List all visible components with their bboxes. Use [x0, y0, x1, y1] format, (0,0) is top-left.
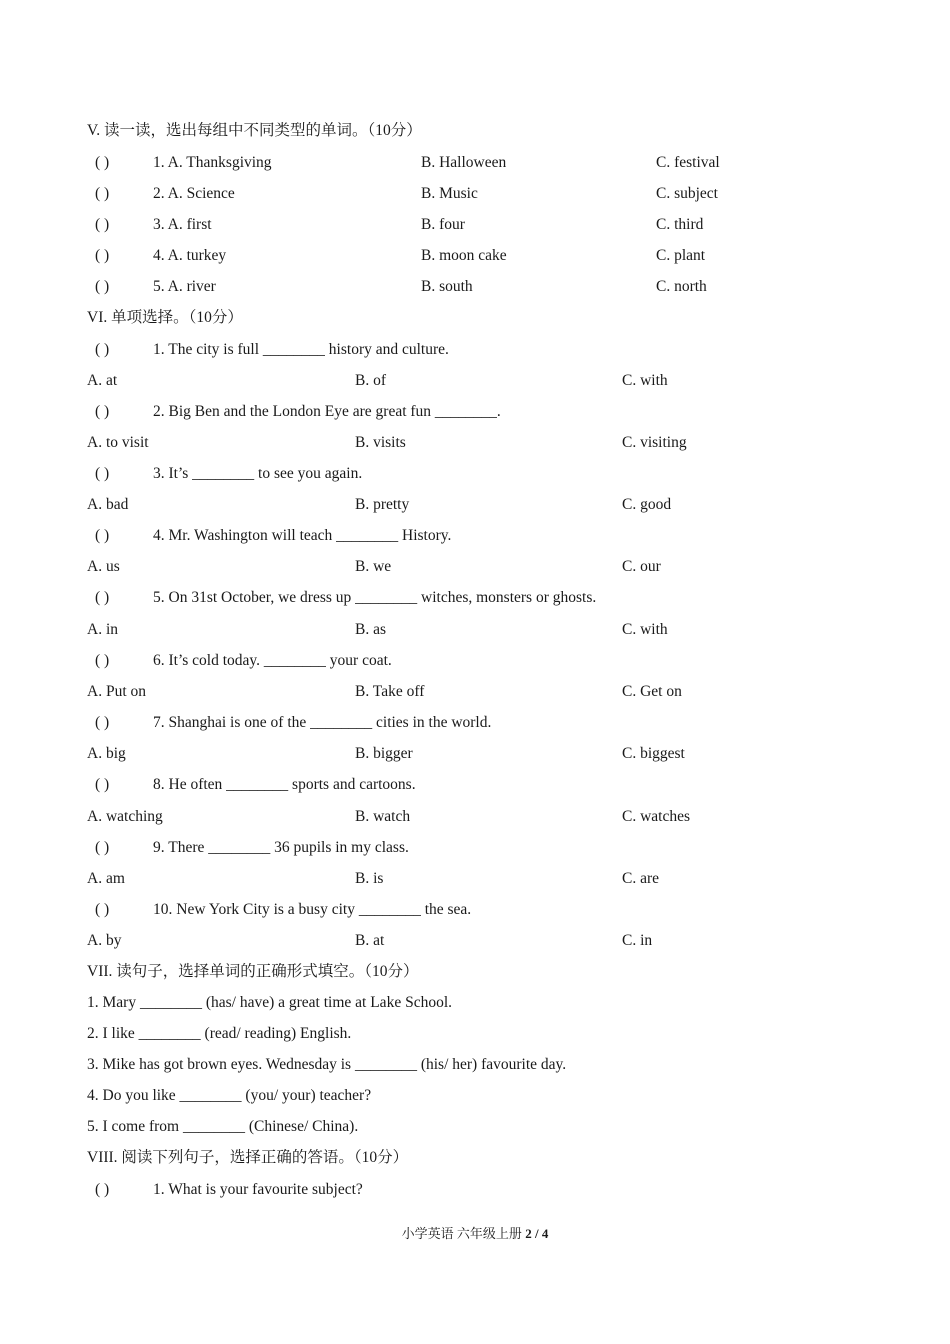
s5-q5-option-b: B. south: [421, 278, 473, 295]
answer-blank: ( ): [95, 589, 110, 606]
s6-options-row: [0, 744, 950, 775]
s6-question-row: [0, 402, 950, 433]
answer-blank: ( ): [95, 216, 110, 233]
s6-q1-option-c: C. with: [622, 372, 668, 389]
s6-question-row: [0, 838, 950, 869]
answer-blank: ( ): [95, 341, 110, 358]
answer-blank: ( ): [95, 465, 110, 482]
s5-question-row: [0, 277, 950, 308]
answer-blank: ( ): [95, 776, 110, 793]
s6-options-row: [0, 371, 950, 402]
s7-item-row: [0, 1024, 950, 1055]
s6-q7-option-b: B. bigger: [355, 745, 413, 762]
s5-q1-option-b: B. Halloween: [421, 154, 507, 171]
s6-question-row: [0, 340, 950, 371]
s6-q5-text: 5. On 31st October, we dress up ________ witches, monsters or ghosts.: [153, 589, 597, 606]
s6-q4-text: 4. Mr. Washington will teach ________ History.: [153, 527, 452, 544]
s6-q3-option-b: B. pretty: [355, 496, 410, 513]
s7-item-row: [0, 1117, 950, 1148]
s6-options-row: [0, 869, 950, 900]
answer-blank: ( ): [95, 154, 110, 171]
s6-q4-option-b: B. we: [355, 558, 392, 575]
s8-question-row: [0, 1180, 950, 1211]
s6-q1-option-a: A. at: [87, 372, 118, 389]
s5-question-row: [0, 184, 950, 215]
answer-blank: ( ): [95, 527, 110, 544]
s6-question-row: [0, 464, 950, 495]
s6-question-row: [0, 900, 950, 931]
s6-q5-option-a: A. in: [87, 621, 118, 638]
s6-q8-option-b: B. watch: [355, 808, 411, 825]
s6-q8-option-c: C. watches: [622, 808, 691, 825]
section-5-heading-row: [0, 121, 950, 152]
s6-q10-text: 10. New York City is a busy city ________ the sea.: [153, 901, 472, 918]
s6-q6-option-b: B. Take off: [355, 683, 425, 700]
s5-q4-option-c: C. plant: [656, 247, 706, 264]
s6-q10-option-b: B. at: [355, 932, 385, 949]
answer-blank: ( ): [95, 185, 110, 202]
s6-q6-option-a: A. Put on: [87, 683, 146, 700]
s6-q3-text: 3. It’s ________ to see you again.: [153, 465, 363, 482]
s8-q1-text: 1. What is your favourite subject?: [153, 1181, 363, 1198]
s5-q1-option-c: C. festival: [656, 154, 720, 171]
s6-q10-option-a: A. by: [87, 932, 122, 949]
s6-q9-option-b: B. is: [355, 870, 384, 887]
s7-item-1: 1. Mary ________ (has/ have) a great time at Lake School.: [87, 994, 452, 1011]
section-7-heading: VII. 读句子，选择单词的正确形式填空。（10分）: [87, 963, 419, 980]
s7-item-row: [0, 1055, 950, 1086]
page-total: 4: [541, 1226, 549, 1241]
page-number: 2: [525, 1226, 532, 1241]
footer-label: 小学英语 六年级上册: [401, 1226, 522, 1241]
s6-q5-option-c: C. with: [622, 621, 668, 638]
s5-q2-option-a: 2. A. Science: [153, 185, 235, 202]
s6-question-row: [0, 651, 950, 682]
s6-q2-option-a: A. to visit: [87, 434, 149, 451]
s5-q2-option-b: B. Music: [421, 185, 478, 202]
s6-options-row: [0, 620, 950, 651]
answer-blank: ( ): [95, 714, 110, 731]
section-7-heading-row: [0, 962, 950, 993]
s6-q2-text: 2. Big Ben and the London Eye are great fun ________.: [153, 403, 501, 420]
section-8-heading-row: [0, 1148, 950, 1179]
s6-q2-option-b: B. visits: [355, 434, 406, 451]
s6-q7-option-a: A. big: [87, 745, 126, 762]
s6-q4-option-c: C. our: [622, 558, 661, 575]
s6-q1-text: 1. The city is full ________ history and culture.: [153, 341, 449, 358]
s6-question-row: [0, 588, 950, 619]
page-footer: [0, 1226, 950, 1242]
s5-question-row: [0, 153, 950, 184]
answer-blank: ( ): [95, 278, 110, 295]
s5-q3-option-c: C. third: [656, 216, 704, 233]
s5-q3-option-b: B. four: [421, 216, 465, 233]
s6-q8-text: 8. He often ________ sports and cartoons.: [153, 776, 416, 793]
s5-q5-option-c: C. north: [656, 278, 707, 295]
section-8-heading: VIII. 阅读下列句子，选择正确的答语。（10分）: [87, 1149, 409, 1166]
s7-item-4: 4. Do you like ________ (you/ your) teacher?: [87, 1087, 372, 1104]
s7-item-row: [0, 1086, 950, 1117]
s6-options-row: [0, 682, 950, 713]
section-6-heading-row: [0, 308, 950, 339]
answer-blank: ( ): [95, 839, 110, 856]
s5-question-row: [0, 246, 950, 277]
s6-q9-text: 9. There ________ 36 pupils in my class.: [153, 839, 409, 856]
s6-q6-text: 6. It’s cold today. ________ your coat.: [153, 652, 392, 669]
s6-q9-option-a: A. am: [87, 870, 125, 887]
s6-options-row: [0, 807, 950, 838]
s7-item-3: 3. Mike has got brown eyes. Wednesday is ________ (his/ her) favourite day.: [87, 1056, 567, 1073]
s6-q1-option-b: B. of: [355, 372, 386, 389]
s6-q7-text: 7. Shanghai is one of the ________ cities in the world.: [153, 714, 492, 731]
page-separator: /: [534, 1226, 539, 1241]
answer-blank: ( ): [95, 1181, 110, 1198]
section-6-heading: VI. 单项选择。（10分）: [87, 309, 243, 326]
s5-q4-option-b: B. moon cake: [421, 247, 507, 264]
s6-q7-option-c: C. biggest: [622, 745, 685, 762]
section-5-heading: V. 读一读，选出每组中不同类型的单词。（10分）: [87, 122, 422, 139]
s6-options-row: [0, 433, 950, 464]
s6-q8-option-a: A. watching: [87, 808, 163, 825]
s5-q2-option-c: C. subject: [656, 185, 718, 202]
s6-q4-option-a: A. us: [87, 558, 120, 575]
s6-question-row: [0, 526, 950, 557]
answer-blank: ( ): [95, 403, 110, 420]
s6-q3-option-c: C. good: [622, 496, 672, 513]
s6-q10-option-c: C. in: [622, 932, 653, 949]
answer-blank: ( ): [95, 901, 110, 918]
s5-q1-option-a: 1. A. Thanksgiving: [153, 154, 272, 171]
s6-question-row: [0, 713, 950, 744]
s6-question-row: [0, 775, 950, 806]
s5-q3-option-a: 3. A. first: [153, 216, 212, 233]
s6-options-row: [0, 557, 950, 588]
s5-q4-option-a: 4. A. turkey: [153, 247, 227, 264]
s6-q6-option-c: C. Get on: [622, 683, 682, 700]
s5-question-row: [0, 215, 950, 246]
s6-q2-option-c: C. visiting: [622, 434, 687, 451]
s6-options-row: [0, 495, 950, 526]
s5-q5-option-a: 5. A. river: [153, 278, 216, 295]
answer-blank: ( ): [95, 652, 110, 669]
s7-item-row: [0, 993, 950, 1024]
s7-item-2: 2. I like ________ (read/ reading) English.: [87, 1025, 352, 1042]
s6-options-row: [0, 931, 950, 962]
s7-item-5: 5. I come from ________ (Chinese/ China).: [87, 1118, 359, 1135]
s6-q5-option-b: B. as: [355, 621, 386, 638]
answer-blank: ( ): [95, 247, 110, 264]
s6-q9-option-c: C. are: [622, 870, 660, 887]
s6-q3-option-a: A. bad: [87, 496, 129, 513]
